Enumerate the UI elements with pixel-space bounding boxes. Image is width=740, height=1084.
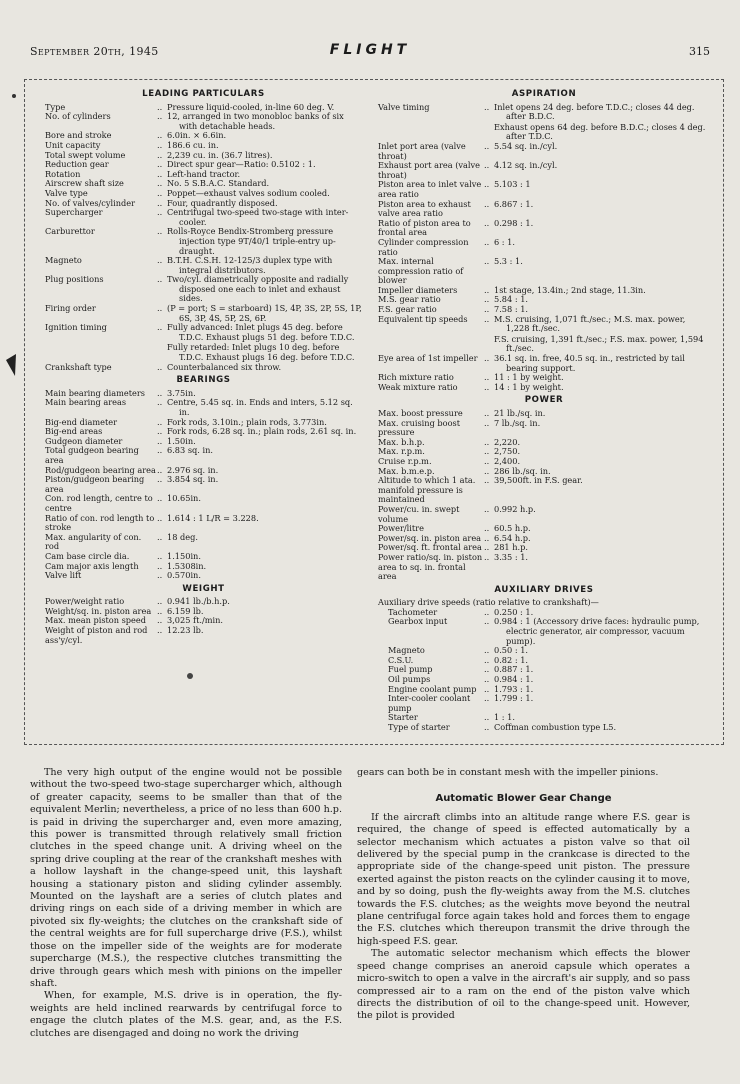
spec-label: Gearbox input [388, 616, 448, 627]
spec-value: 6.0in. × 6.6in. [167, 130, 227, 141]
spec-label: Valve lift [45, 570, 82, 581]
spec-row: Piston area to inlet valve area ratio .. 5.103 : 1 [378, 180, 710, 199]
spec-row: Big-end diameter .. Fork rods, 3.10in.; plain rods, 3.773in. [45, 418, 362, 428]
spec-label: Starter [388, 712, 418, 723]
spec-row: Magneto .. B.T.H. C.S.H. 12-125/3 duplex type with integral distributors. [45, 256, 362, 275]
spec-row: Airscrew shaft size .. No. 5 S.B.A.C. Standard. [45, 179, 362, 189]
spec-label: Rich mixture ratio [378, 372, 454, 383]
spec-row: Type .. Pressure liquid-cooled, in-line 60 deg. V. [45, 103, 362, 113]
article-right-column [357, 767, 690, 1023]
spec-row: Bore and stroke .. 6.0in. × 6.6in. [45, 131, 362, 141]
spec-value: 4.12 sq. in./cyl. [494, 160, 558, 171]
spec-row: Cam major axis length .. 1.5308in. [45, 562, 362, 572]
spec-value: 0.941 lb./b.h.p. [167, 596, 230, 607]
spec-label: F.S. gear ratio [378, 304, 437, 315]
spec-value: 0.984 : 1 (Accessory drive faces: hydraulic pump, electric generator, air compressor, vacuum pump). [494, 616, 700, 646]
spec-row: Total swept volume .. 2,239 cu. in. (36.7 litres). [45, 151, 362, 161]
spec-value: 5.84 : 1. [494, 294, 529, 305]
spec-value: Centrifugal two-speed two-stage with inter-cooler. [167, 207, 349, 227]
spec-row: Reduction gear .. Direct spur gear—Ratio: 0.5102 : 1. [45, 160, 362, 170]
spec-label: Max. angularity of con. rod [45, 531, 142, 552]
magazine-title: FLIGHT [329, 42, 411, 58]
spec-row: Max. mean piston speed .. 3,025 ft./min. [45, 616, 362, 626]
spec-value: 6.159 lb. [167, 605, 204, 616]
spec-value: 12.23 lb. [167, 625, 204, 636]
spec-value: 3.854 sq. in. [167, 474, 219, 485]
spec-value: 6.83 sq. in. [167, 445, 213, 456]
weight-heading: WEIGHT [182, 583, 225, 594]
spec-label: Ratio of piston area to frontal area [378, 217, 471, 238]
spec-row: Max. b.h.p. .. 2,220. [378, 438, 710, 448]
spec-label: Tachometer [388, 606, 438, 617]
spec-value: Inlet opens 24 deg. before T.D.C.; closes 44 deg. after B.D.C. [494, 101, 695, 122]
spec-label: Valve timing [378, 101, 430, 112]
spec-value: F.S. cruising, 1,391 ft./sec.; F.S. max. power, 1,594 ft./sec. [494, 333, 704, 354]
spec-row: Rotation .. Left-hand tractor. [45, 170, 362, 180]
spec-value: 36.1 sq. in. free, 40.5 sq. in., restricted by tail bearing support. [494, 353, 685, 373]
spec-value: Rolls-Royce Bendix-Stromberg pressure injection type 9T/40/1 triple-entry up-draught. [167, 226, 336, 256]
auxiliary-intro: Auxiliary drive speeds (ratio relative to crankshaft)— [378, 597, 599, 608]
spec-row: Unit capacity .. 186.6 cu. in. [45, 141, 362, 151]
spec-value: 1.799 : 1. [494, 693, 534, 704]
spec-label: Eye area of 1st impeller [378, 353, 478, 364]
spec-row: Crankshaft type .. Counterbalanced six throw. [45, 363, 362, 373]
spec-value: Fully advanced: Inlet plugs 45 deg. before T.D.C. Exhaust plugs 51 deg. before T.D.C. [167, 322, 355, 342]
spec-row: Cam base circle dia. .. 1.150in. [45, 552, 362, 562]
spec-value: 5.103 : 1 [494, 179, 531, 190]
spec-value: 0.570in. [167, 570, 201, 581]
weight-table [45, 597, 362, 645]
spec-value: 2.976 sq. in. [167, 464, 219, 475]
power-heading: POWER [524, 395, 564, 406]
spec-label: Airscrew shaft size [45, 178, 124, 189]
spec-label: Power/weight ratio [45, 596, 125, 607]
spec-value: Fork rods, 6.28 sq. in.; plain rods, 2.61 sq. in. [167, 426, 357, 437]
spec-label [378, 123, 484, 142]
spec-row: Max. r.p.m. .. 2,750. [378, 447, 710, 457]
spec-row: Engine coolant pump .. 1.793 : 1. [378, 685, 710, 695]
spec-value: 6.54 h.p. [494, 532, 531, 543]
spec-label: Main bearing diameters [45, 387, 145, 398]
spec-value: 7.58 : 1. [494, 304, 529, 315]
spec-row: Fuel pump .. 0.887 : 1. [378, 665, 710, 675]
spec-row: Total gudgeon bearing area .. 6.83 sq. in. [45, 446, 362, 465]
aspiration-heading: ASPIRATION [511, 89, 577, 99]
spec-row: Tachometer .. 0.250 : 1. [378, 608, 710, 618]
spec-row: Big-end areas .. Fork rods, 6.28 sq. in.; plain rods, 2.61 sq. in. [45, 427, 362, 437]
spec-label: Big-end diameter [45, 416, 118, 427]
spec-label: No. of cylinders [45, 111, 111, 122]
bearings-table [45, 389, 362, 581]
spec-row: Con. rod length, centre to centre .. 10.65in. [45, 494, 362, 513]
article-paragraph: gears can both be in constant mesh with the impeller pinions. [357, 767, 659, 778]
spec-value: 1.614 : 1 L/R = 3.228. [167, 512, 259, 523]
spec-label: Power/cu. in. swept volume [378, 503, 460, 524]
spec-value: 6 : 1. [494, 236, 515, 247]
spec-label: Plug positions [45, 274, 104, 285]
spec-row: Max. angularity of con. rod .. 18 deg. [45, 533, 362, 552]
spec-label: M.S. gear ratio [378, 294, 441, 305]
spec-label: Type of starter [388, 722, 450, 732]
spec-row: Starter .. 1 : 1. [378, 713, 710, 723]
spec-label: Weak mixture ratio [378, 381, 458, 392]
spec-label: Max. b.m.e.p. [378, 465, 435, 476]
spec-label: Ratio of con. rod length to stroke [45, 512, 155, 533]
spec-label: Valve type [45, 187, 88, 198]
spec-label: Weight/sq. in. piston area [45, 605, 152, 616]
spec-row: Firing order .. (P = port; S = starboard) 1S, 4P, 3S, 2P, 5S, 1P, 6S, 3P, 4S, 5P, 2S, 6P. [45, 303, 362, 323]
spec-row: Supercharger .. Centrifugal two-speed two-stage with inter-cooler. [45, 208, 362, 227]
spec-row: Impeller diameters .. 1st stage, 13.4in.; 2nd stage, 11.3in. [378, 286, 710, 296]
spec-row: Inlet port area (valve throat) .. 5.54 sq. in./cyl. [378, 142, 710, 161]
spec-label [45, 343, 157, 362]
spec-label: Magneto [388, 645, 425, 656]
ink-mark-arrow [6, 354, 16, 376]
spec-label: Power/litre [378, 523, 424, 534]
spec-value: M.S. cruising, 1,071 ft./sec.; M.S. max. power, 1,228 ft./sec. [494, 313, 686, 334]
spec-label: Altitude to which 1 ata. manifold pressure is maintained [378, 475, 476, 505]
spec-row: Valve type .. Poppet—exhaust valves sodium cooled. [45, 189, 362, 199]
spec-value: 3,025 ft./min. [167, 615, 223, 626]
spec-row: Oil pumps .. 0.984 : 1. [378, 675, 710, 685]
article-paragraph: The very high output of the engine would not be possible without the two-speed two-stage supercharger which, although of greater capacity, seems to be smaller than that of the equivalent Merlin; nevertheless, a price of no less than 600 h.p. is paid in driving the supercharger and, even more amazing, this power is transmitted through relatively small friction clutches in the speed change unit. A driving wheel on the spring drive coupling at the rear of the crankshaft meshes with a hollow layshaft in the change-speed unit, this layshaft housing a stationary piston and sliding cylinder assembly. Mounted on the layshaft are a series of clutch plates and driving rings on each side of a driving member in which are pivoted six fly-weights; the clutches on the crankshaft side of the central weights are for full supercharge drive (F.S.), whilst those on the impeller side of the weights are for moderate supercharge (M.S.), the respective clutches transmitting the drive through gears which mesh with pinions on the impeller shaft. [30, 767, 342, 989]
article-paragraph: If the aircraft climbs into an altitude range where F.S. gear is required, the change of speed is effected automatically by a selector mechanism which actuates a piston valve so that oil delivered by the special pump in the crankcase is directed to the appropriate side of the change-speed unit piston. The pressure exerted against the piston reacts on the cylinder causing it to move, and by so doing, push the fly-weights away from the M.S. clutches towards the F.S. clutches; as the weights move beyond the neutral plane centrifugal force again takes hold and forces them to engage the F.S. clutches which thereupon transmit the drive through the high-speed F.S. gear. [357, 811, 690, 947]
spec-row: Rich mixture ratio .. 11 : 1 by weight. [378, 373, 710, 383]
spec-value: 60.5 h.p. [494, 523, 531, 534]
spec-value: 39,500ft. in F.S. gear. [494, 475, 583, 486]
spec-row: Power/litre .. 60.5 h.p. [378, 524, 710, 534]
spec-label: Max. mean piston speed [45, 615, 146, 626]
spec-value: 1 : 1. [494, 712, 515, 723]
spec-value: 0.992 h.p. [494, 503, 536, 514]
spec-value: 0.298 : 1. [494, 217, 534, 228]
spec-row: Piston area to exhaust valve area ratio .. 6.867 : 1. [378, 200, 710, 219]
spec-value: 0.50 : 1. [494, 645, 529, 656]
spec-label: Power/sq. in. piston area [378, 532, 482, 543]
spec-row [378, 335, 710, 354]
spec-label: Fuel pump [388, 664, 433, 675]
power-table [378, 409, 710, 582]
spec-row: Power/cu. in. swept volume .. 0.992 h.p. [378, 505, 710, 524]
spec-row: Power/sq. in. piston area .. 6.54 h.p. [378, 534, 710, 544]
running-header [30, 44, 710, 60]
spec-label: Max. b.h.p. [378, 436, 425, 447]
spec-label: Cam base circle dia. [45, 550, 130, 561]
spec-row: Cruise r.p.m. .. 2,400. [378, 457, 710, 467]
spec-label: Piston area to exhaust valve area ratio [378, 198, 471, 219]
spec-row: Altitude to which 1 ata. manifold pressure is maintained .. 39,500ft. in F.S. gear. [378, 476, 710, 505]
spec-label: Unit capacity [45, 139, 101, 150]
spec-value: 286 lb./sq. in. [494, 465, 551, 476]
spec-row: Valve timing .. Inlet opens 24 deg. before T.D.C.; closes 44 deg. after B.D.C. [378, 103, 710, 122]
spec-value: 6.867 : 1. [494, 198, 534, 209]
aspiration-table [378, 103, 710, 393]
spec-value: 2,400. [494, 455, 521, 466]
spec-value: 3.35 : 1. [494, 551, 529, 562]
spec-row: Gudgeon diameter .. 1.50in. [45, 437, 362, 447]
spec-value: 1.150in. [167, 550, 201, 561]
spec-row [378, 123, 710, 142]
spec-row: Power/sq. ft. frontal area .. 281 h.p. [378, 543, 710, 553]
spec-value: Pressure liquid-cooled, in-line 60 deg. V. [167, 101, 335, 112]
spec-row: Cylinder compression ratio .. 6 : 1. [378, 238, 710, 257]
spec-value: 186.6 cu. in. [167, 139, 219, 150]
spec-row [45, 343, 362, 362]
spec-value: 3.75in. [167, 387, 196, 398]
spec-label: Cylinder compression ratio [378, 236, 469, 257]
article-paragraph: When, for example, M.S. drive is in operation, the fly-weights are held inclined rearwards by centrifugal force to engage the clutch plates of the M.S. gear, and, as the F.S. clutches are disengaged and doing no work the driving [30, 990, 342, 1039]
spec-row: Exhaust port area (valve throat) .. 4.12 sq. in./cyl. [378, 161, 710, 180]
spec-value: No. 5 S.B.A.C. Standard. [167, 178, 270, 189]
spec-label: Max. boost pressure [378, 408, 463, 418]
spec-label: Max. internal compression ratio of blower [378, 256, 464, 286]
bearings-heading: BEARINGS [176, 375, 231, 386]
spec-value: 1.793 : 1. [494, 683, 534, 694]
spec-label: Total swept volume [45, 149, 126, 160]
ink-dot [12, 94, 16, 98]
spec-value: 14 : 1 by weight. [494, 381, 564, 392]
spec-label: Max. r.p.m. [378, 446, 425, 457]
spec-value: 0.250 : 1. [494, 606, 534, 617]
spec-row: Magneto .. 0.50 : 1. [378, 646, 710, 656]
spec-label: Power ratio/sq. in. piston area to sq. in. frontal area [378, 551, 483, 582]
spec-label: Big-end areas [45, 426, 103, 437]
spec-label: Weight of piston and rod ass'y/cyl. [45, 625, 148, 645]
spec-value: 5.3 : 1. [494, 256, 523, 267]
spec-label: Impeller diameters [378, 284, 458, 295]
specs-left-column [45, 90, 362, 645]
issue-date: September 20th, 1945 [30, 45, 159, 58]
spec-row: M.S. gear ratio .. 5.84 : 1. [378, 295, 710, 305]
spec-value: 1st stage, 13.4in.; 2nd stage, 11.3in. [494, 284, 646, 295]
spec-value: 10.65in. [167, 493, 201, 504]
spec-row: Power/weight ratio .. 0.941 lb./b.h.p. [45, 597, 362, 607]
spec-row: Rod/gudgeon bearing area .. 2.976 sq. in. [45, 466, 362, 476]
spec-label: Total gudgeon bearing area [45, 445, 139, 465]
auxiliary-drives-heading: AUXILIARY DRIVES [494, 584, 594, 595]
spec-label: Main bearing areas [45, 397, 127, 408]
spec-row: Max. b.m.e.p. .. 286 lb./sq. in. [378, 467, 710, 477]
spec-value: Counterbalanced six throw. [167, 361, 282, 372]
spec-label: Rotation [45, 168, 81, 179]
spec-label [378, 335, 484, 354]
spec-value: 281 h.p. [494, 542, 528, 553]
spec-row: Max. boost pressure .. 21 lb./sq. in. [378, 409, 710, 419]
spec-label: Cam major axis length [45, 560, 139, 571]
spec-label: Con. rod length, centre to centre [45, 493, 153, 513]
spec-value: Poppet—exhaust valves sodium cooled. [167, 187, 330, 198]
spec-label: Type [45, 101, 66, 112]
spec-label: Rod/gudgeon bearing area [45, 464, 156, 475]
spec-row: Plug positions .. Two/cyl. diametrically opposite and radially disposed one each to inlet and exhaust sides. [45, 275, 362, 304]
spec-value: Direct spur gear—Ratio: 0.5102 : 1. [167, 159, 316, 170]
spec-row: C.S.U. .. 0.82 : 1. [378, 656, 710, 666]
spec-row: Ratio of piston area to frontal area .. 0.298 : 1. [378, 219, 710, 238]
spec-value: (P = port; S = starboard) 1S, 4P, 3S, 2P, 5S, 1P, 6S, 3P, 4S, 5P, 2S, 6P. [167, 303, 362, 323]
spec-value: 0.82 : 1. [494, 654, 529, 665]
spec-label: C.S.U. [388, 654, 414, 665]
spec-row: Ignition timing .. Fully advanced: Inlet plugs 45 deg. before T.D.C. Exhaust plugs 51 deg. before T.D.C. [45, 323, 362, 342]
article-left-column [30, 767, 342, 1040]
spec-row: Main bearing diameters .. 3.75in. [45, 389, 362, 399]
spec-label: Equivalent tip speeds [378, 313, 468, 324]
spec-label: Power/sq. ft. frontal area [378, 542, 482, 553]
spec-label: Inter-cooler coolant pump [388, 693, 471, 713]
spec-value: Left-hand tractor. [167, 168, 241, 179]
spec-label: Reduction gear [45, 159, 109, 170]
spec-value: 2,239 cu. in. (36.7 litres). [167, 149, 273, 160]
spec-row: Piston/gudgeon bearing area .. 3.854 sq. in. [45, 475, 362, 494]
spec-label: Gudgeon diameter [45, 435, 123, 446]
spec-row: Weak mixture ratio .. 14 : 1 by weight. [378, 383, 710, 393]
spec-value: 5.54 sq. in./cyl. [494, 140, 558, 151]
spec-label: Crankshaft type [45, 361, 112, 372]
spec-value: 0.984 : 1. [494, 674, 534, 685]
spec-value: 11 : 1 by weight. [494, 372, 564, 383]
spec-value: Exhaust opens 64 deg. before B.D.C.; closes 4 deg. after T.D.C. [494, 121, 706, 142]
spec-row: Max. internal compression ratio of blower .. 5.3 : 1. [378, 257, 710, 286]
spec-row: Eye area of 1st impeller .. 36.1 sq. in. free, 40.5 sq. in., restricted by tail bearing support. [378, 354, 710, 373]
spec-label: Ignition timing [45, 322, 107, 333]
specs-right-column [378, 90, 710, 733]
spec-row: Max. cruising boost pressure .. 7 lb./sq. in. [378, 419, 710, 438]
article-paragraph: The automatic selector mechanism which effects the blower speed change comprises an aneroid capsule which operates a micro-switch to open a valve in the aircraft's air supply, and so pass compressed air to a ram on the end of the piston valve which directs the distribution of oil to the change-speed unit. However, the pilot is provided [357, 948, 690, 1022]
spec-value: 12, arranged in two monobloc banks of six with detachable heads. [167, 111, 344, 131]
spec-value: 21 lb./sq. in. [494, 408, 546, 418]
spec-value: 18 deg. [167, 531, 198, 542]
spec-label: Piston area to inlet valve area ratio [378, 179, 482, 199]
leading-particulars-heading: LEADING PARTICULARS [142, 89, 265, 99]
spec-row: No. of cylinders .. 12, arranged in two monobloc banks of six with detachable heads. [45, 112, 362, 131]
spec-label: Piston/gudgeon bearing area [45, 474, 145, 494]
spec-row: Main bearing areas .. Centre, 5.45 sq. in. Ends and inters, 5.12 sq. in. [45, 398, 362, 417]
spec-label: Engine coolant pump [388, 683, 477, 694]
auxiliary-table [378, 608, 710, 733]
spec-value: Fork rods, 3.10in.; plain rods, 3.773in. [167, 416, 327, 427]
spec-label: Firing order [45, 303, 96, 314]
spec-label: Magneto [45, 255, 82, 266]
spec-value: Coffman combustion type L5. [494, 722, 617, 732]
spec-label: Exhaust port area (valve throat) [378, 160, 481, 180]
spec-label: Bore and stroke [45, 130, 112, 141]
spec-label: Inlet port area (valve throat) [378, 140, 466, 161]
spec-row: Ratio of con. rod length to stroke .. 1.614 : 1 L/R = 3.228. [45, 514, 362, 533]
spec-value: 2,750. [494, 446, 521, 457]
spec-value: B.T.H. C.S.H. 12-125/3 duplex type with integral distributors. [167, 255, 333, 275]
spec-value: 0.887 : 1. [494, 664, 534, 675]
spec-label: Max. cruising boost pressure [378, 417, 461, 438]
spec-row: No. of valves/cylinder .. Four, quadrantly disposed. [45, 199, 362, 209]
spec-value: 2,220. [494, 436, 521, 447]
spec-row: Type of starter .. Coffman combustion type L5. [378, 723, 710, 733]
spec-value: 1.5308in. [167, 560, 207, 571]
spec-value: Centre, 5.45 sq. in. Ends and inters, 5.12 sq. in. [167, 397, 353, 417]
spec-value: 1.50in. [167, 435, 196, 446]
article-subheading: Automatic Blower Gear Change [435, 793, 612, 805]
spec-label: Carburettor [45, 226, 95, 237]
spec-value: Fully retarded: Inlet plugs 10 deg. before T.D.C. Exhaust plugs 16 deg. before T.D.C. [167, 342, 355, 363]
spec-value: Four, quadrantly disposed. [167, 197, 278, 208]
spec-row: F.S. gear ratio .. 7.58 : 1. [378, 305, 710, 315]
spec-label: Oil pumps [388, 674, 431, 685]
page-number: 315 [689, 45, 710, 58]
spec-value: 7 lb./sq. in. [494, 417, 541, 428]
spec-row: Equivalent tip speeds .. M.S. cruising, 1,071 ft./sec.; M.S. max. power, 1,228 ft./sec. [378, 315, 710, 334]
spec-label: No. of valves/cylinder [45, 197, 135, 208]
spec-value: Two/cyl. diametrically opposite and radially disposed one each to inlet and exhaust sides. [167, 274, 349, 304]
spec-row: Gearbox input .. 0.984 : 1 (Accessory drive faces: hydraulic pump, electric generator, air compressor, vacuum pump). [378, 617, 710, 646]
spec-label: Supercharger [45, 207, 103, 218]
spec-row: Inter-cooler coolant pump .. 1.799 : 1. [378, 694, 710, 713]
spec-row: Carburettor .. Rolls-Royce Bendix-Stromberg pressure injection type 9T/40/1 triple-entry up-draught. [45, 227, 362, 256]
spec-label: Cruise r.p.m. [378, 455, 432, 466]
spec-row: Weight/sq. in. piston area .. 6.159 lb. [45, 607, 362, 617]
spec-row: Weight of piston and rod ass'y/cyl. .. 12.23 lb. [45, 626, 362, 645]
leading-particulars-table [45, 103, 362, 373]
spec-row: Power ratio/sq. in. piston area to sq. in. frontal area .. 3.35 : 1. [378, 553, 710, 582]
spec-row: Valve lift .. 0.570in. [45, 571, 362, 581]
